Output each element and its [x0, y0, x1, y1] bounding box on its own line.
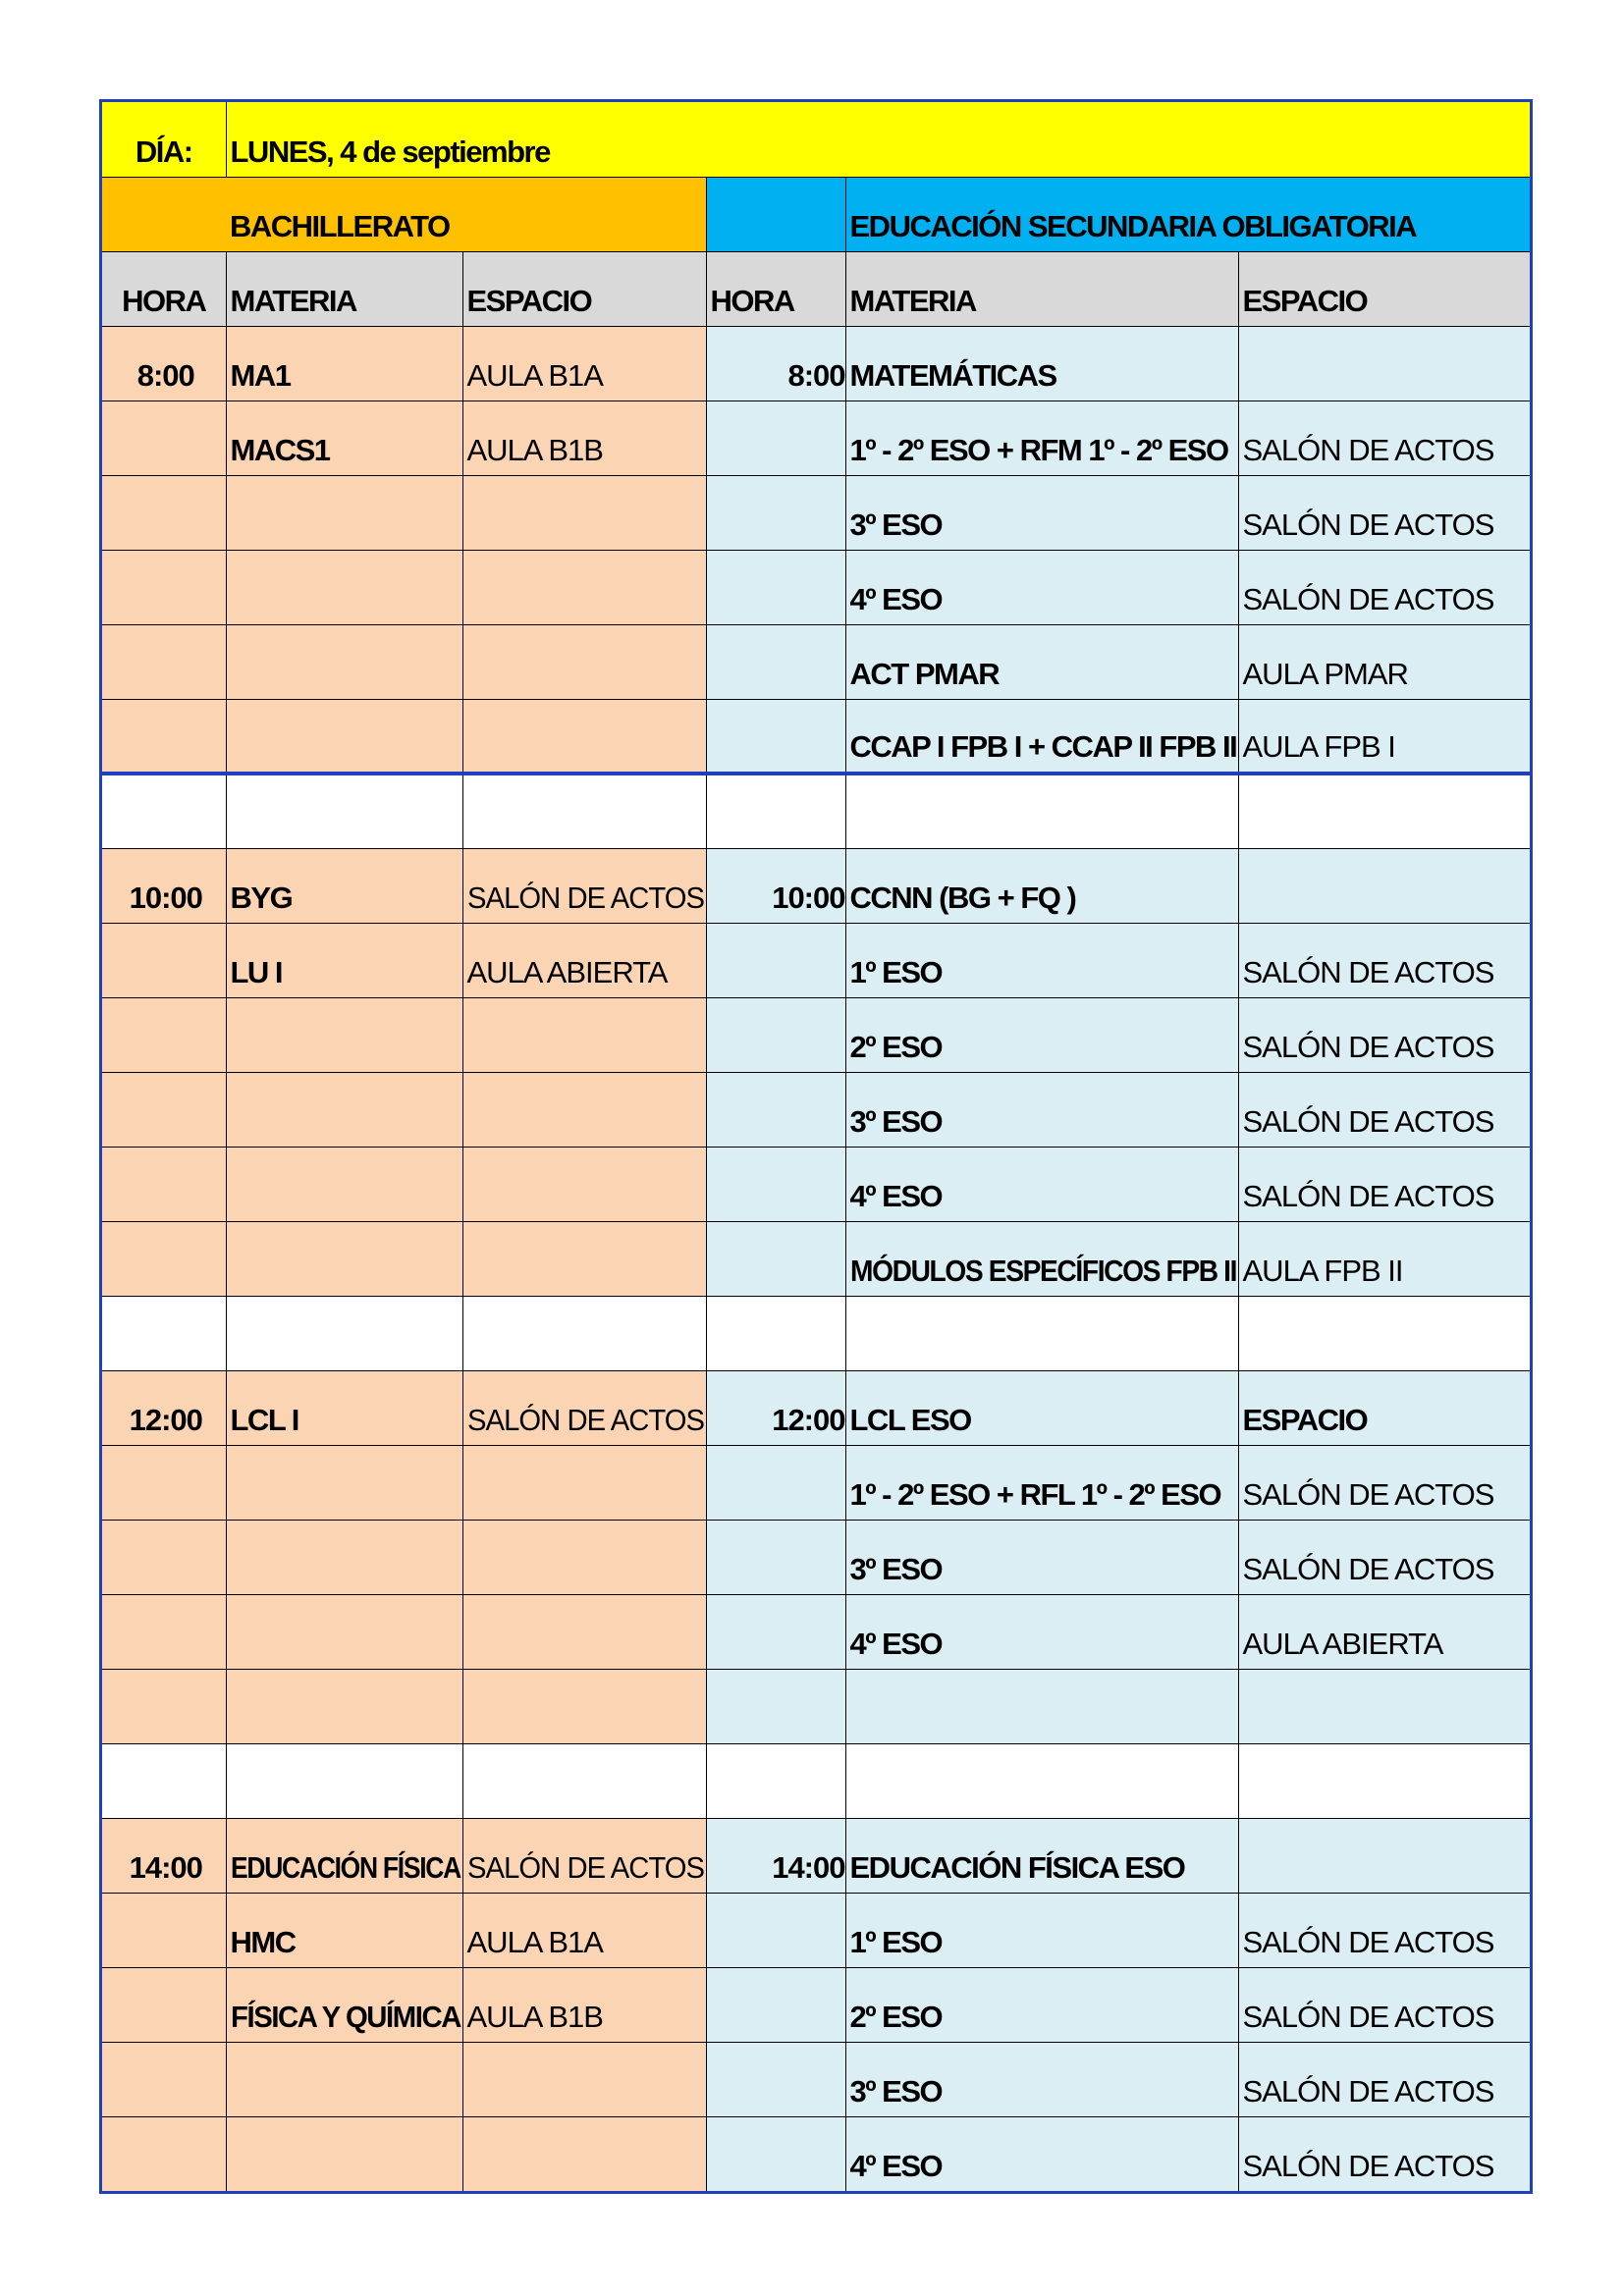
eso-materia-cell: ACT PMAR — [845, 624, 1238, 699]
bach-materia-cell — [226, 1147, 462, 1221]
bach-materia-cell — [226, 2116, 462, 2191]
eso-hora-cell — [706, 550, 845, 624]
spacer-cell — [845, 774, 1238, 848]
eso-espacio-cell — [1238, 848, 1530, 923]
bach-espacio-cell: AULA B1B — [462, 400, 706, 475]
bach-hora-cell: 12:00 — [102, 1370, 226, 1445]
eso-espacio-cell: SALÓN DE ACTOS — [1238, 1967, 1530, 2042]
bach-hora-cell — [102, 1893, 226, 1967]
schedule-row — [102, 400, 1530, 475]
eso-hora-cell — [706, 400, 845, 475]
bach-espacio-cell — [462, 997, 706, 1072]
eso-espacio-cell — [1238, 326, 1530, 400]
eso-espacio-cell: SALÓN DE ACTOS — [1238, 2116, 1530, 2191]
eso-espacio-cell — [1238, 1669, 1530, 1743]
section-eso: EDUCACIÓN SECUNDARIA OBLIGATORIA — [845, 177, 1530, 251]
spacer-cell — [226, 1296, 462, 1370]
bach-hora-cell — [102, 1594, 226, 1669]
schedule-sheet — [99, 99, 1533, 2194]
spacer-cell — [102, 1743, 226, 1818]
bach-hora-cell — [102, 2042, 226, 2116]
spacer-row — [102, 1743, 1530, 1818]
eso-materia-cell: CCAP I FPB I + CCAP II FPB II — [845, 699, 1238, 774]
schedule-row — [102, 923, 1530, 997]
bach-materia-cell: FÍSICA Y QUÍMICA — [226, 1967, 462, 2042]
header-materia-bach: MATERIA — [226, 251, 462, 326]
eso-espacio-cell: SALÓN DE ACTOS — [1238, 923, 1530, 997]
bach-hora-cell — [102, 475, 226, 550]
bach-hora-cell — [102, 1147, 226, 1221]
eso-espacio-cell: ESPACIO — [1238, 1370, 1530, 1445]
header-row — [102, 251, 1530, 326]
schedule-row — [102, 1967, 1530, 2042]
eso-hora-cell — [706, 997, 845, 1072]
eso-espacio-cell: SALÓN DE ACTOS — [1238, 997, 1530, 1072]
bach-espacio-cell: AULA B1B — [462, 1967, 706, 2042]
bach-materia-cell: EDUCACIÓN FÍSICA — [226, 1818, 462, 1893]
bach-materia-cell: LU I — [226, 923, 462, 997]
eso-espacio-cell: SALÓN DE ACTOS — [1238, 475, 1530, 550]
bach-hora-cell: 10:00 — [102, 848, 226, 923]
bach-materia-cell: MA1 — [226, 326, 462, 400]
eso-materia-cell: MÓDULOS ESPECÍFICOS FPB II — [845, 1221, 1238, 1296]
bach-materia-cell: BYG — [226, 848, 462, 923]
eso-hora-cell — [706, 475, 845, 550]
bach-espacio-cell — [462, 1147, 706, 1221]
spacer-row — [102, 774, 1530, 848]
bach-hora-cell — [102, 1445, 226, 1520]
bach-espacio-cell — [462, 550, 706, 624]
bach-espacio-cell — [462, 1445, 706, 1520]
eso-materia-cell: 4º ESO — [845, 1594, 1238, 1669]
bach-materia-cell — [226, 1594, 462, 1669]
section-row — [102, 177, 1530, 251]
eso-materia-cell: 4º ESO — [845, 1147, 1238, 1221]
eso-espacio-cell: AULA FPB I — [1238, 699, 1530, 774]
eso-hora-cell: 14:00 — [706, 1818, 845, 1893]
spacer-cell — [462, 1296, 706, 1370]
bach-espacio-cell: AULA B1A — [462, 326, 706, 400]
schedule-row — [102, 997, 1530, 1072]
eso-hora-cell — [706, 1221, 845, 1296]
eso-materia-cell: 4º ESO — [845, 2116, 1238, 2191]
eso-hora-cell: 12:00 — [706, 1370, 845, 1445]
bach-espacio-cell: SALÓN DE ACTOS — [462, 1370, 706, 1445]
bach-espacio-cell — [462, 1221, 706, 1296]
schedule-row — [102, 1147, 1530, 1221]
eso-materia-cell: 1º - 2º ESO + RFL 1º - 2º ESO — [845, 1445, 1238, 1520]
spacer-cell — [462, 1743, 706, 1818]
bach-espacio-cell: SALÓN DE ACTOS — [462, 848, 706, 923]
schedule-row — [102, 1221, 1530, 1296]
eso-materia-cell: 3º ESO — [845, 1520, 1238, 1594]
bach-hora-cell — [102, 400, 226, 475]
bach-hora-cell — [102, 923, 226, 997]
bach-hora-cell: 14:00 — [102, 1818, 226, 1893]
spacer-cell — [1238, 774, 1530, 848]
bach-hora-cell — [102, 997, 226, 1072]
bach-materia-cell — [226, 997, 462, 1072]
bach-hora-cell — [102, 1967, 226, 2042]
bach-materia-cell — [226, 624, 462, 699]
schedule-row — [102, 2116, 1530, 2191]
section-bachillerato: BACHILLERATO — [226, 177, 706, 251]
bach-materia-cell — [226, 699, 462, 774]
spacer-cell — [1238, 1743, 1530, 1818]
eso-espacio-cell: AULA PMAR — [1238, 624, 1530, 699]
spacer-cell — [226, 774, 462, 848]
schedule-row — [102, 1669, 1530, 1743]
bach-espacio-cell — [462, 624, 706, 699]
bach-materia-cell: LCL I — [226, 1370, 462, 1445]
eso-espacio-cell: SALÓN DE ACTOS — [1238, 1520, 1530, 1594]
eso-espacio-cell: SALÓN DE ACTOS — [1238, 400, 1530, 475]
eso-hora-cell — [706, 624, 845, 699]
spacer-cell — [706, 1296, 845, 1370]
schedule-row — [102, 1818, 1530, 1893]
bach-espacio-cell — [462, 1072, 706, 1147]
eso-hora-cell — [706, 1967, 845, 2042]
day-label: DÍA: — [102, 102, 226, 177]
schedule-row — [102, 848, 1530, 923]
bach-espacio-cell — [462, 2042, 706, 2116]
header-hora-eso: HORA — [706, 251, 845, 326]
eso-hora-cell — [706, 2042, 845, 2116]
bach-materia-cell — [226, 1520, 462, 1594]
spacer-cell — [706, 1743, 845, 1818]
bach-hora-cell — [102, 624, 226, 699]
eso-materia-cell: 1º - 2º ESO + RFM 1º - 2º ESO — [845, 400, 1238, 475]
schedule-row — [102, 1520, 1530, 1594]
spacer-row — [102, 1296, 1530, 1370]
eso-materia-cell: 1º ESO — [845, 923, 1238, 997]
bach-espacio-cell — [462, 1520, 706, 1594]
bach-hora-cell — [102, 699, 226, 774]
bach-materia-cell — [226, 2042, 462, 2116]
bach-materia-cell — [226, 1669, 462, 1743]
schedule-row — [102, 624, 1530, 699]
header-espacio-bach: ESPACIO — [462, 251, 706, 326]
schedule-row — [102, 699, 1530, 774]
section-bach-spacer — [102, 177, 226, 251]
eso-hora-cell — [706, 2116, 845, 2191]
eso-hora-cell — [706, 1520, 845, 1594]
eso-hora-cell — [706, 1669, 845, 1743]
bach-espacio-cell — [462, 1669, 706, 1743]
bach-materia-cell — [226, 1072, 462, 1147]
eso-materia-cell: 3º ESO — [845, 2042, 1238, 2116]
eso-materia-cell: 1º ESO — [845, 1893, 1238, 1967]
eso-materia-cell: 3º ESO — [845, 475, 1238, 550]
eso-espacio-cell: SALÓN DE ACTOS — [1238, 1147, 1530, 1221]
header-materia-eso: MATERIA — [845, 251, 1238, 326]
eso-hora-cell — [706, 923, 845, 997]
eso-materia-cell: CCNN (BG + FQ ) — [845, 848, 1238, 923]
eso-hora-cell: 10:00 — [706, 848, 845, 923]
bach-espacio-cell — [462, 1594, 706, 1669]
bach-hora-cell — [102, 1221, 226, 1296]
eso-materia-cell: 3º ESO — [845, 1072, 1238, 1147]
day-row — [102, 102, 1530, 177]
schedule-row — [102, 1893, 1530, 1967]
spacer-cell — [845, 1743, 1238, 1818]
eso-hora-cell — [706, 1445, 845, 1520]
bach-hora-cell — [102, 1669, 226, 1743]
eso-hora-cell — [706, 1147, 845, 1221]
bach-materia-cell — [226, 1221, 462, 1296]
spacer-cell — [1238, 1296, 1530, 1370]
bach-materia-cell — [226, 550, 462, 624]
eso-espacio-cell: SALÓN DE ACTOS — [1238, 2042, 1530, 2116]
eso-materia-cell: 4º ESO — [845, 550, 1238, 624]
bach-espacio-cell — [462, 699, 706, 774]
schedule-row — [102, 1072, 1530, 1147]
eso-hora-cell — [706, 699, 845, 774]
spacer-cell — [706, 774, 845, 848]
bach-espacio-cell: AULA ABIERTA — [462, 923, 706, 997]
header-hora-bach: HORA — [102, 251, 226, 326]
spacer-cell — [462, 774, 706, 848]
eso-materia-cell: 2º ESO — [845, 997, 1238, 1072]
bach-materia-cell — [226, 1445, 462, 1520]
eso-materia-cell: MATEMÁTICAS — [845, 326, 1238, 400]
bach-espacio-cell — [462, 2116, 706, 2191]
spacer-cell — [226, 1743, 462, 1818]
schedule-row — [102, 475, 1530, 550]
eso-espacio-cell — [1238, 1818, 1530, 1893]
section-eso-spacer — [706, 177, 845, 251]
schedule-row — [102, 1594, 1530, 1669]
eso-hora-cell — [706, 1594, 845, 1669]
bach-materia-cell: MACS1 — [226, 400, 462, 475]
eso-materia-cell — [845, 1669, 1238, 1743]
eso-materia-cell: LCL ESO — [845, 1370, 1238, 1445]
eso-espacio-cell: AULA ABIERTA — [1238, 1594, 1530, 1669]
eso-materia-cell: EDUCACIÓN FÍSICA ESO — [845, 1818, 1238, 1893]
eso-espacio-cell: SALÓN DE ACTOS — [1238, 1072, 1530, 1147]
schedule-row — [102, 550, 1530, 624]
eso-espacio-cell: SALÓN DE ACTOS — [1238, 1445, 1530, 1520]
bach-hora-cell: 8:00 — [102, 326, 226, 400]
bach-materia-cell: HMC — [226, 1893, 462, 1967]
schedule-table — [102, 102, 1530, 2191]
bach-hora-cell — [102, 2116, 226, 2191]
header-espacio-eso: ESPACIO — [1238, 251, 1530, 326]
eso-espacio-cell: AULA FPB II — [1238, 1221, 1530, 1296]
spacer-cell — [102, 1296, 226, 1370]
spacer-cell — [845, 1296, 1238, 1370]
spacer-cell — [102, 774, 226, 848]
schedule-row — [102, 1370, 1530, 1445]
bach-espacio-cell — [462, 475, 706, 550]
schedule-row — [102, 326, 1530, 400]
schedule-row — [102, 1445, 1530, 1520]
bach-espacio-cell: SALÓN DE ACTOS — [462, 1818, 706, 1893]
bach-espacio-cell: AULA B1A — [462, 1893, 706, 1967]
bach-materia-cell — [226, 475, 462, 550]
eso-materia-cell: 2º ESO — [845, 1967, 1238, 2042]
eso-espacio-cell: SALÓN DE ACTOS — [1238, 550, 1530, 624]
schedule-row — [102, 2042, 1530, 2116]
day-value: LUNES, 4 de septiembre — [226, 102, 1530, 177]
bach-hora-cell — [102, 1072, 226, 1147]
eso-hora-cell: 8:00 — [706, 326, 845, 400]
eso-espacio-cell: SALÓN DE ACTOS — [1238, 1893, 1530, 1967]
eso-hora-cell — [706, 1893, 845, 1967]
bach-hora-cell — [102, 550, 226, 624]
bach-hora-cell — [102, 1520, 226, 1594]
eso-hora-cell — [706, 1072, 845, 1147]
